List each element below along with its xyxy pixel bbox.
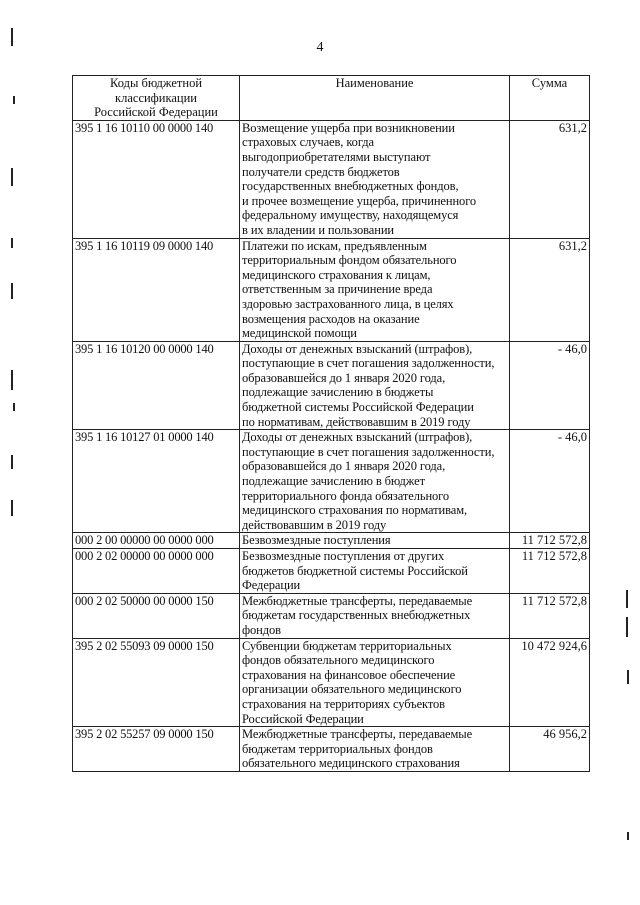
cell-name-line: фондов bbox=[242, 622, 281, 637]
cell-name-line: медицинской помощи bbox=[242, 326, 357, 341]
page-number: 4 bbox=[316, 40, 324, 55]
cell-name-line: возмещения расходов на оказание bbox=[242, 311, 420, 326]
cell-code: 395 2 02 55257 09 0000 150 bbox=[73, 727, 240, 772]
cell-name-line: бюджетной системы Российской Федерации bbox=[242, 400, 474, 415]
scan-mark bbox=[11, 168, 13, 186]
cell-name-line: выгодоприобретателями выступают bbox=[242, 149, 431, 164]
cell-sum: 46 956,2 bbox=[510, 727, 590, 772]
scan-mark bbox=[13, 96, 15, 104]
cell-sum: - 46,0 bbox=[510, 430, 590, 533]
cell-name-line: медицинского страхования по нормативам, bbox=[242, 503, 468, 518]
cell-name-line: по нормативам, действовавшим в 2019 году bbox=[242, 414, 471, 429]
cell-sum: 631,2 bbox=[510, 238, 590, 341]
cell-name-line: поступающие в счет погашения задолженности, bbox=[242, 444, 495, 459]
header-code-line: классификации bbox=[115, 90, 197, 105]
scan-mark bbox=[626, 590, 628, 608]
header-name: Наименование bbox=[240, 76, 510, 121]
cell-code: 395 1 16 10120 00 0000 140 bbox=[73, 341, 240, 430]
cell-name-line: Безвозмездные поступления от других bbox=[242, 549, 445, 563]
scan-mark bbox=[11, 370, 13, 390]
cell-name-line: страховых случаев, когда bbox=[242, 135, 374, 150]
cell-name-line: Платежи по искам, предъявленным bbox=[242, 238, 427, 253]
scan-mark bbox=[11, 238, 13, 248]
cell-name-line: обязательного медицинского страхования bbox=[242, 756, 460, 771]
cell-sum: 11 712 572,8 bbox=[510, 533, 590, 549]
cell-name-line: территориальным фондом обязательного bbox=[242, 253, 457, 268]
cell-name-line: Возмещение ущерба при возникновении bbox=[242, 120, 455, 135]
cell-name-line: Российской Федерации bbox=[242, 711, 364, 726]
scan-mark bbox=[626, 617, 628, 637]
cell-name-line: ответственным за причинение вреда bbox=[242, 282, 433, 297]
cell-name-line: образовавшейся до 1 января 2020 года, bbox=[242, 459, 446, 474]
cell-name bbox=[240, 533, 510, 549]
table-row bbox=[73, 341, 590, 430]
header-code-line: Российской Федерации bbox=[94, 105, 218, 120]
cell-name bbox=[240, 430, 510, 533]
cell-name-line: Межбюджетные трансферты, передаваемые bbox=[242, 593, 473, 608]
table-row bbox=[73, 238, 590, 341]
cell-name bbox=[240, 549, 510, 594]
cell-sum: 11 712 572,8 bbox=[510, 549, 590, 594]
budget-classification-table bbox=[72, 75, 590, 772]
cell-name-line: страхования на территориях субъектов bbox=[242, 696, 445, 711]
cell-name-line: бюджетам государственных внебюджетных bbox=[242, 608, 471, 623]
cell-name-line: Субвенции бюджетам территориальных bbox=[242, 638, 452, 653]
cell-name-line: подлежащие зачислению в бюджет bbox=[242, 474, 425, 489]
table-row bbox=[73, 533, 590, 549]
cell-name-line: получатели средств бюджетов bbox=[242, 164, 400, 179]
table-row bbox=[73, 549, 590, 594]
scan-mark bbox=[627, 832, 629, 840]
cell-name-line: организации обязательного медицинского bbox=[242, 682, 462, 697]
cell-name-line: медицинского страхования к лицам, bbox=[242, 267, 431, 282]
cell-name-line: Доходы от денежных взысканий (штрафов), bbox=[242, 430, 473, 445]
cell-name bbox=[240, 727, 510, 772]
cell-name-line: Доходы от денежных взысканий (штрафов), bbox=[242, 341, 473, 356]
cell-sum: 11 712 572,8 bbox=[510, 593, 590, 638]
cell-name-line: Межбюджетные трансферты, передаваемые bbox=[242, 727, 473, 742]
cell-name-line: бюджетов бюджетной системы Российской bbox=[242, 563, 468, 578]
cell-name-line: образовавшейся до 1 января 2020 года, bbox=[242, 370, 446, 385]
cell-name-line: страхования на финансовое обеспечение bbox=[242, 667, 456, 682]
table-row bbox=[73, 638, 590, 727]
header-code bbox=[73, 76, 240, 121]
cell-name bbox=[240, 638, 510, 727]
cell-code: 395 2 02 55093 09 0000 150 bbox=[73, 638, 240, 727]
header-code-line: Коды бюджетной bbox=[109, 76, 203, 90]
scan-mark bbox=[11, 500, 13, 516]
cell-code: 395 1 16 10127 01 0000 140 bbox=[73, 430, 240, 533]
cell-code: 000 2 02 00000 00 0000 000 bbox=[73, 549, 240, 594]
header-sum: Сумма bbox=[510, 76, 590, 121]
cell-name-line: поступающие в счет погашения задолженности, bbox=[242, 356, 495, 371]
cell-name-line: федеральному имуществу, находящемуся bbox=[242, 208, 459, 223]
scan-mark bbox=[11, 283, 13, 299]
cell-sum: 10 472 924,6 bbox=[510, 638, 590, 727]
cell-code: 395 1 16 10110 00 0000 140 bbox=[73, 120, 240, 238]
table-row bbox=[73, 430, 590, 533]
cell-code: 395 1 16 10119 09 0000 140 bbox=[73, 238, 240, 341]
cell-name-line: бюджетам территориальных фондов bbox=[242, 741, 433, 756]
cell-name-line: здоровью застрахованного лица, в целях bbox=[242, 296, 454, 311]
scan-mark bbox=[13, 403, 15, 411]
cell-name-line: территориального фонда обязательного bbox=[242, 488, 450, 503]
cell-name-line: подлежащие зачислению в бюджеты bbox=[242, 385, 434, 400]
scan-mark bbox=[627, 670, 629, 684]
cell-name bbox=[240, 593, 510, 638]
cell-name-line: и прочее возмещение ущерба, причиненного bbox=[242, 193, 477, 208]
cell-name-line: действовавшим в 2019 году bbox=[242, 517, 387, 532]
cell-sum: - 46,0 bbox=[510, 341, 590, 430]
cell-code: 000 2 00 00000 00 0000 000 bbox=[73, 533, 240, 549]
cell-name bbox=[240, 238, 510, 341]
cell-name bbox=[240, 120, 510, 238]
table-header-row bbox=[73, 76, 590, 121]
table-row bbox=[73, 120, 590, 238]
cell-code: 000 2 02 50000 00 0000 150 bbox=[73, 593, 240, 638]
scan-mark bbox=[11, 455, 13, 469]
cell-name-line: Безвозмездные поступления bbox=[242, 533, 391, 548]
table-row bbox=[73, 593, 590, 638]
cell-name-line: фондов обязательного медицинского bbox=[242, 653, 435, 668]
cell-name-line: государственных внебюджетных фондов, bbox=[242, 179, 459, 194]
cell-name-line: Федерации bbox=[242, 578, 301, 593]
cell-name-line: в их владении и пользовании bbox=[242, 222, 395, 237]
scan-mark bbox=[11, 28, 13, 46]
cell-sum: 631,2 bbox=[510, 120, 590, 238]
cell-name bbox=[240, 341, 510, 430]
table-row bbox=[73, 727, 590, 772]
